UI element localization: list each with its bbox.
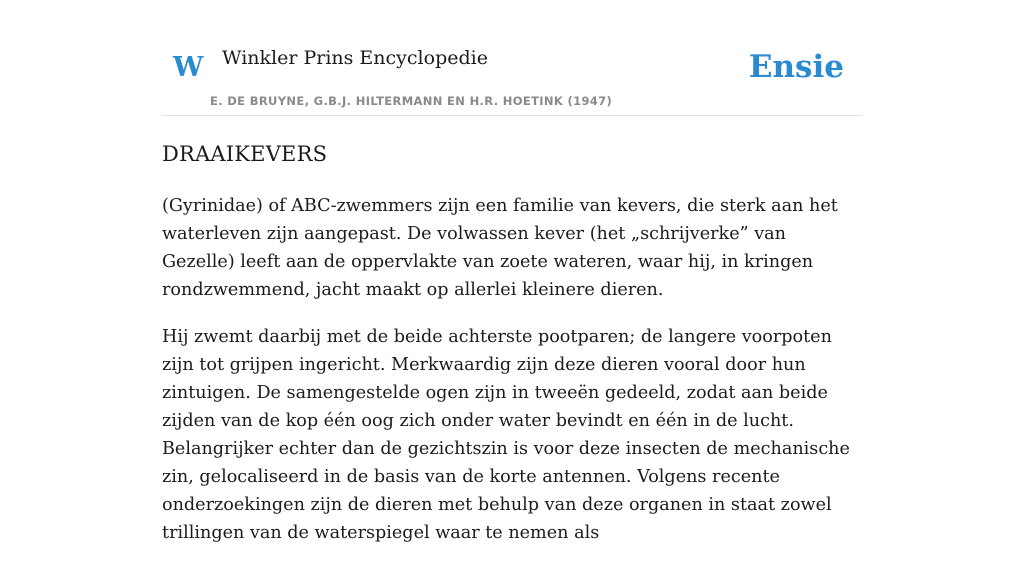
article-paragraph: Hij zwemt daarbij met de beide achterste pootparen; de langere voorpoten zijn tot grijpen ingericht. Merkwaardig zijn deze dieren vooral door hun zintuigen. De samengestelde ogen zijn in tweeën gedeeld, zodat aan beide zijden van de kop één oog zich onder water bevindt en één in de lucht. Belangrijker echter dan de gezichtszin is voor deze insecten de mechanische zin, gelocaliseerd in de basis van de korte antennen. Volgens recente onderzoekingen zijn de dieren met behulp van deze organen in staat zowel trillingen van de waterspiegel waar te nemen als	[162, 327, 850, 543]
publication-authors: E. DE BRUYNE, G.B.J. HILTERMANN EN H.R. HOETINK (1947)	[210, 94, 613, 108]
article-paragraph: (Gyrinidae) of ABC-zwemmers zijn een familie van kevers, die sterk aan het waterleven zijn aangepast. De volwassen kever (het „schrijverke” van Gezelle) leeft aan de oppervlakte van zoete wateren, waar hij, in kringen rondzwemmend, jacht maakt op allerlei kleinere dieren.	[162, 196, 838, 300]
site-header	[162, 40, 862, 116]
ensie-logo[interactable]: Ensie	[748, 49, 844, 85]
publication-title: Winkler Prins Encyclopedie	[222, 47, 488, 69]
article-body	[162, 192, 862, 566]
article-title: DRAAIKEVERS	[162, 142, 328, 166]
winkler-prins-logo[interactable]: W	[173, 52, 204, 83]
